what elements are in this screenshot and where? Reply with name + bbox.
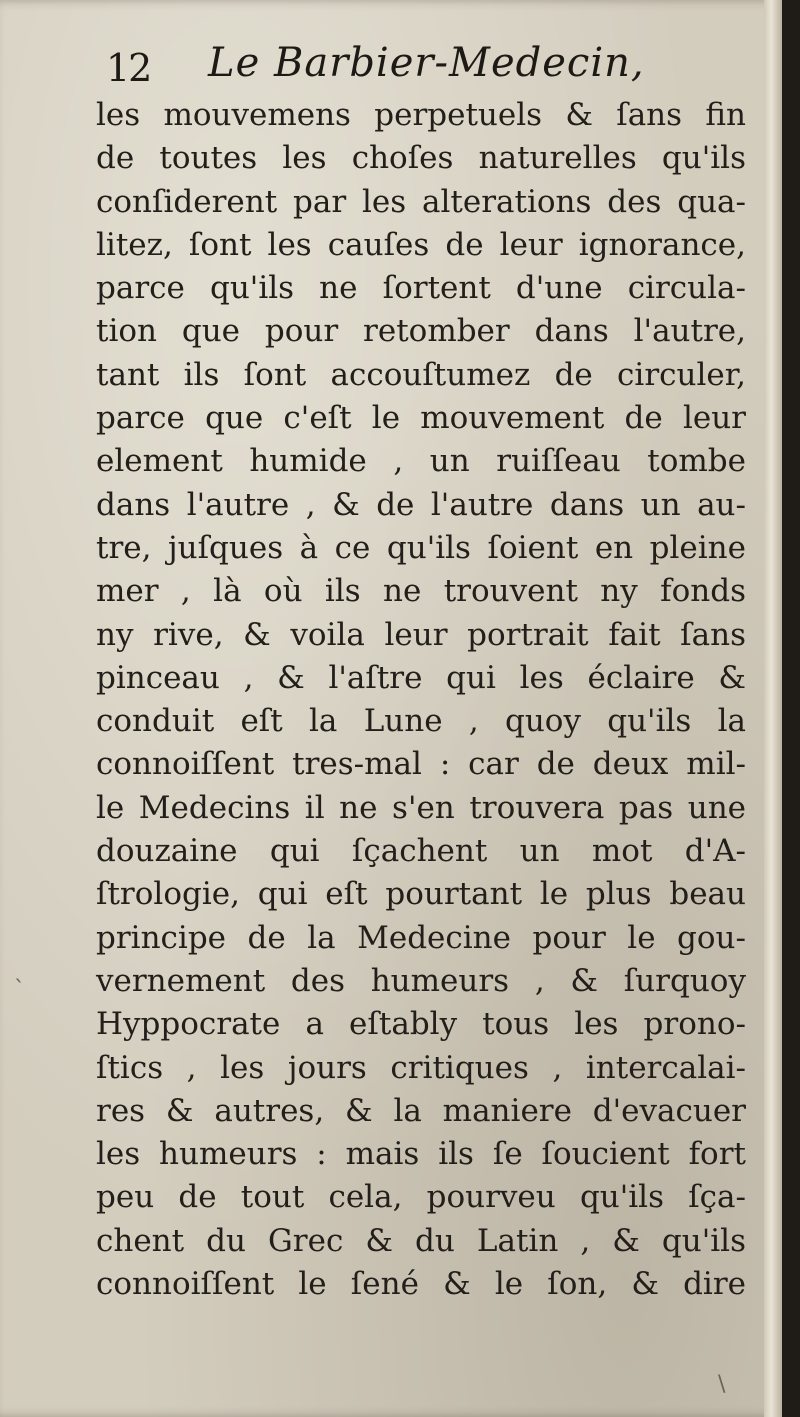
text-line: litez, ſont les cauſes de leur ignorance, [96, 226, 746, 263]
text-line: element humide , un ruiſſeau tombe [96, 443, 746, 480]
text-line: connoiſſent le ſené & le ſon, & dire [96, 1266, 746, 1303]
text-line: conſiderent par les alterations des qua- [96, 183, 746, 220]
text-line: parce que c'eſt le mouvement de leur [96, 400, 746, 437]
text-line: principe de la Medecine pour le gou- [96, 919, 746, 956]
text-line: ſtics , les jours critiques , intercalai- [96, 1049, 746, 1086]
text-line: tion que pour retomber dans l'autre, [96, 313, 746, 350]
margin-speck: \ [718, 1372, 726, 1397]
margin-speck: ˎ [14, 958, 25, 983]
page-edge [764, 0, 782, 1417]
text-line: les mouvemens perpetuels & ſans fin [96, 97, 746, 133]
text-line: tant ils ſont accouſtumez de circuler, [96, 356, 746, 393]
text-line: douzaine qui ſçachent un mot d'A- [96, 833, 746, 870]
text-line: ny rive, & voila leur portrait fait ſans [96, 616, 746, 653]
text-line: le Medecins il ne s'en trouvera pas une [96, 789, 746, 826]
text-line: mer , là où ils ne trouvent ny fonds [96, 573, 746, 610]
text-line: de toutes les choſes naturelles qu'ils [96, 140, 746, 177]
text-line: les humeurs : mais ils ſe ſoucient fort [96, 1136, 746, 1173]
page-number: 12 [106, 46, 151, 90]
text-line: res & autres, & la maniere d'evacuer [96, 1092, 746, 1129]
text-line: connoiſſent tres-mal : car de deux mil- [96, 746, 746, 783]
text-line: vernement des humeurs , & ſurquoy [96, 962, 746, 999]
text-line: conduit eſt la Lune , quoy qu'ils la [96, 703, 746, 740]
text-line: chent du Grec & du Latin , & qu'ils [96, 1222, 746, 1259]
body-text [96, 94, 746, 1306]
text-line: ſtrologie, qui eſt pourtant le plus beau [96, 876, 746, 913]
running-title: Le Barbier-Medecin, [208, 40, 645, 86]
text-line: pinceau , & l'aſtre qui les éclaire & [96, 659, 746, 696]
text-line: Hyppocrate a eſtably tous les prono- [96, 1006, 746, 1043]
text-line: tre, juſques à ce qu'ils ſoient en pleine [96, 529, 746, 566]
text-line: parce qu'ils ne ſortent d'une circula- [96, 270, 746, 307]
text-line: dans l'autre , & de l'autre dans un au- [96, 486, 746, 523]
text-line: peu de tout cela, pourveu qu'ils ſça- [96, 1179, 746, 1216]
